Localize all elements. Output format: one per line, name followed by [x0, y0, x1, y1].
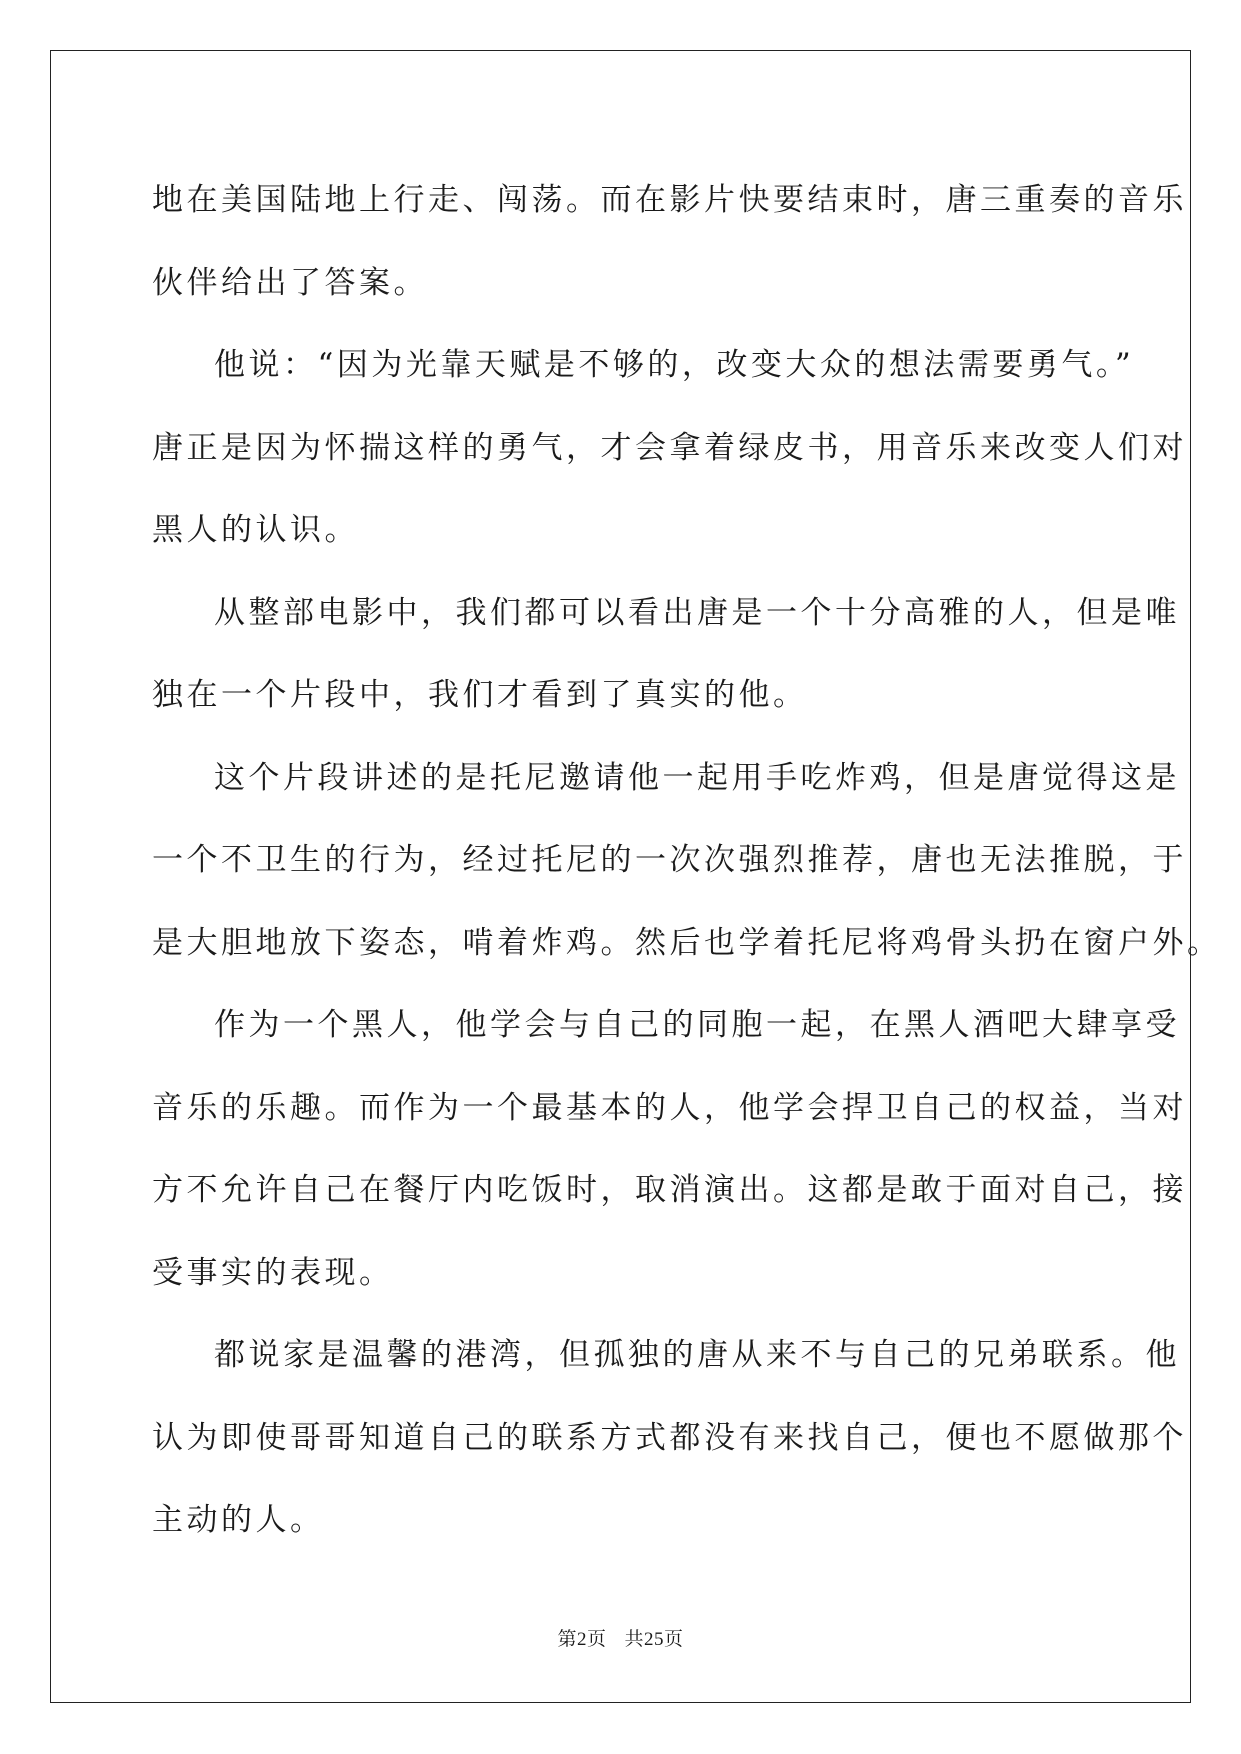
text-line: 黑人的认识。: [152, 512, 359, 548]
page-footer: [0, 1624, 1241, 1651]
text-line: 伙伴给出了答案。: [152, 264, 428, 301]
text-line: 受事实的表现。: [152, 1254, 394, 1291]
text-line: 地在美国陆地上行走、闯荡。而在影片快要结束时，唐三重奏的音乐: [152, 182, 1187, 218]
text-line: 唐正是因为怀揣这样的勇气，才会拿着绿皮书，用音乐来改变人们对: [152, 429, 1187, 466]
text-line: 主动的人。: [152, 1502, 325, 1538]
page-number: 第2页: [557, 1629, 607, 1650]
page-total: 共25页: [624, 1629, 684, 1650]
text-line: 他说：“因为光靠天赋是不够的，改变大众的想法需要勇气。”: [214, 347, 1135, 383]
document-body: [152, 159, 1222, 1562]
text-line: 这个片段讲述的是托尼邀请他一起用手吃炸鸡，但是唐觉得这是: [214, 759, 1180, 796]
text-line: 都说家是温馨的港湾，但孤独的唐从来不与自己的兄弟联系。他: [214, 1337, 1180, 1373]
text-line: 独在一个片段中，我们才看到了真实的他。: [152, 677, 808, 713]
text-line: 方不允许自己在餐厅内吃饭时，取消演出。这都是敢于面对自己，接: [152, 1172, 1187, 1208]
text-line: 音乐的乐趣。而作为一个最基本的人，他学会捍卫自己的权益，当对: [152, 1089, 1187, 1126]
text-line: 从整部电影中，我们都可以看出唐是一个十分高雅的人，但是唯: [214, 594, 1180, 631]
text-line: 作为一个黑人，他学会与自己的同胞一起，在黑人酒吧大肆享受: [214, 1007, 1180, 1043]
text-line: 认为即使哥哥知道自己的联系方式都没有来找自己，便也不愿做那个: [152, 1419, 1187, 1456]
text-line: 一个不卫生的行为，经过托尼的一次次强烈推荐，唐也无法推脱，于: [152, 842, 1187, 878]
text-line: 是大胆地放下姿态，啃着炸鸡。然后也学着托尼将鸡骨头扔在窗户外。: [152, 924, 1222, 961]
